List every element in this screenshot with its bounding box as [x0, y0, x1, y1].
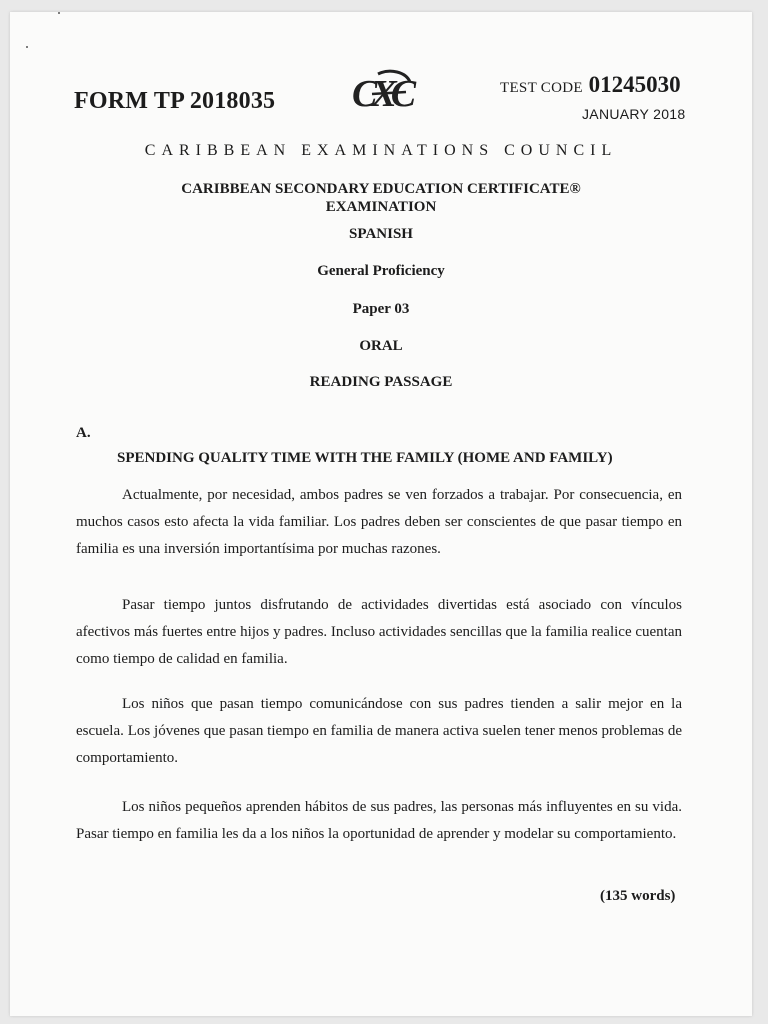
exam-page	[10, 12, 752, 1016]
test-code	[500, 72, 681, 98]
passage-title: SPENDING QUALITY TIME WITH THE FAMILY (HOME AND FAMILY)	[117, 450, 613, 466]
cxc-logo-icon	[348, 66, 432, 122]
council-name: CARIBBEAN EXAMINATIONS COUNCIL	[144, 142, 618, 159]
scan-speck	[58, 12, 60, 14]
certificate-title	[10, 180, 752, 216]
scan-speck	[26, 46, 28, 48]
certificate-line-1: CARIBBEAN SECONDARY EDUCATION CERTIFICATE®	[181, 181, 581, 197]
certificate-line-2: EXAMINATION	[325, 199, 437, 215]
section-letter: A.	[76, 425, 91, 441]
proficiency: General Proficiency	[317, 263, 445, 279]
paper-number: Paper 03	[352, 301, 410, 317]
subject: SPANISH	[349, 226, 413, 242]
paragraph-1: Actualmente, por necesidad, ambos padres se ven forzados a trabajar. Por consecuencia, en muchos casos esto afecta la vida familiar. Los padres deben ser conscientes de que pasar tiempo en familia es una inversión importantísima por muchas razones.	[76, 487, 682, 557]
exam-date: JANUARY 2018	[582, 106, 686, 122]
svg-text:CXC: CXC	[352, 73, 411, 115]
paragraph-4: Los niños pequeños aprenden hábitos de sus padres, las personas más influyentes en su vida. Pasar tiempo en familia les da a los niños la oportunidad de aprender y modelar su comportamiento.	[76, 799, 682, 842]
component: ORAL	[359, 338, 403, 354]
test-code-number: 01245030	[588, 72, 681, 97]
paragraph-2: Pasar tiempo juntos disfrutando de actividades divertidas está asociado con vínculos afectivos más fuertes entre hijos y padres. Incluso actividades sencillas que la familia realice cuentan como tiempo de calidad en familia.	[76, 597, 683, 667]
word-count: (135 words)	[600, 888, 676, 904]
form-id: FORM TP 2018035	[74, 88, 276, 114]
test-code-label: TEST CODE	[500, 80, 583, 96]
passage-type: READING PASSAGE	[309, 374, 453, 390]
paragraph-3: Los niños que pasan tiempo comunicándose con sus padres tienden a salir mejor en la escuela. Los jóvenes que pasan tiempo en familia de manera activa suelen tener menos problemas de comportamiento.	[76, 696, 682, 766]
